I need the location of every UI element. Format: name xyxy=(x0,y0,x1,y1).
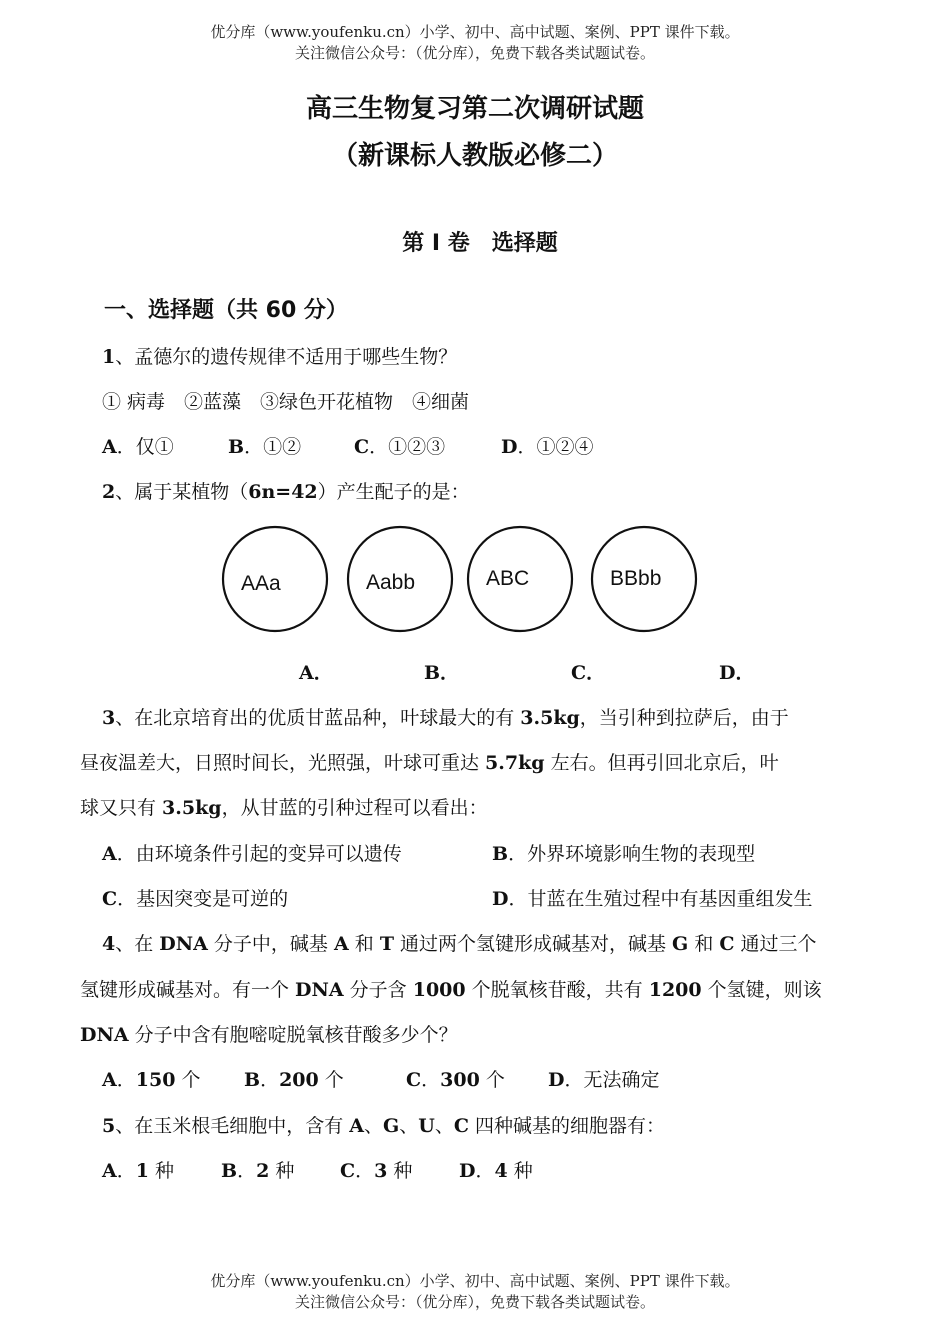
cell-c xyxy=(468,527,572,631)
question-3-option-a: A．由环境条件引起的变异可以遗传 xyxy=(102,843,402,865)
cell-b xyxy=(348,527,452,631)
question-2-stem: 2、属于某植物（6n=42）产生配子的是： xyxy=(102,481,470,503)
option-c: C．300 个 xyxy=(406,1069,505,1091)
footer-line-1: 优分库（www.youfenku.cn）小学、初中、高中试题、案例、PPT 课件下载。 xyxy=(210,1272,740,1290)
volume-heading: 第 I 卷 选择题 xyxy=(402,231,558,256)
cell-b-caption: B． xyxy=(424,662,460,684)
cell-c-label: ABC xyxy=(486,567,530,590)
question-5-number: 5 xyxy=(102,1115,116,1137)
exam-subtitle: （新课标人教版必修二） xyxy=(331,141,618,171)
question-1-stem xyxy=(102,342,457,369)
question-5-options xyxy=(102,1156,533,1183)
question-4-options xyxy=(102,1065,660,1092)
option-a: A．仅① xyxy=(102,436,174,458)
footer-line-2: 关注微信公众号：（优分库），免费下载各类试题试卷。 xyxy=(294,1293,655,1311)
option-d: D．①②④ xyxy=(501,436,594,458)
option-c: C．3 种 xyxy=(340,1160,413,1182)
page-header xyxy=(0,22,950,64)
option-b: B．2 种 xyxy=(221,1160,295,1182)
question-5-stem: 5、在玉米根毛细胞中，含有 A、G、U、C 四种碱基的细胞器有： xyxy=(102,1115,666,1137)
question-1-options xyxy=(102,432,594,459)
option-b: B．①② xyxy=(228,436,302,458)
option-d: D．4 种 xyxy=(459,1160,533,1182)
option-b: B．200 个 xyxy=(244,1069,344,1091)
question-3-number: 3 xyxy=(102,707,116,729)
cell-d xyxy=(592,527,696,631)
option-a: A．1 种 xyxy=(102,1160,175,1182)
question-3-line-2: 昼夜温差大，日照时间长，光照强，叶球可重达 5.7kg 左右。但再引回北京后，叶 xyxy=(80,752,779,774)
header-line-2: 关注微信公众号：（优分库），免费下载各类试题试卷。 xyxy=(294,44,655,62)
cell-b-label: Aabb xyxy=(366,571,416,594)
question-4-line-1: 4、在 DNA 分子中，碱基 A 和 T 通过两个氢键形成碱基对，碱基 G 和 C 通过三个 xyxy=(102,933,817,955)
exam-title: 高三生物复习第二次调研试题 xyxy=(305,94,644,124)
header-line-1: 优分库（www.youfenku.cn）小学、初中、高中试题、案例、PPT 课件下载。 xyxy=(210,23,740,41)
cell-d-label: BBbb xyxy=(610,567,662,590)
cell-d-caption: D． xyxy=(719,662,755,684)
question-3-option-b: B．外界环境影响生物的表现型 xyxy=(492,843,756,865)
question-4-line-3: DNA 分子中含有胞嘧啶脱氧核苷酸多少个？ xyxy=(80,1024,458,1046)
question-1-text: 、孟德尔的遗传规律不适用于哪些生物？ xyxy=(115,346,458,368)
option-c: C．①②③ xyxy=(354,436,446,458)
question-3-line-3: 球又只有 3.5kg，从甘蓝的引种过程可以看出： xyxy=(80,797,488,819)
question-4-number: 4 xyxy=(102,933,116,955)
question-3-option-d: D．甘蓝在生殖过程中有基因重组发生 xyxy=(492,888,813,910)
question-1-items: ① 病毒 ②蓝藻 ③绿色开花植物 ④细菌 xyxy=(102,391,470,413)
question-3-option-c: C．基因突变是可逆的 xyxy=(102,888,289,910)
question-4-line-2: 氢键形成碱基对。有一个 DNA 分子含 1000 个脱氧核苷酸，共有 1200 个氢键，则该 xyxy=(80,979,822,1001)
page-footer xyxy=(0,1271,950,1313)
question-2-number: 2 xyxy=(102,481,116,503)
option-a: A．150 个 xyxy=(102,1069,201,1091)
cell-c-caption: C． xyxy=(571,662,606,684)
cell-a xyxy=(223,527,327,631)
question-1-number: 1 xyxy=(102,346,116,368)
option-d: D．无法确定 xyxy=(548,1069,660,1091)
section-heading: 一、选择题（共 60 分） xyxy=(104,298,348,323)
gamete-cell-figure xyxy=(214,517,706,641)
cell-a-caption: A． xyxy=(299,662,333,684)
cell-a-label: AAa xyxy=(241,572,281,595)
question-3-line-1: 3、在北京培育出的优质甘蓝品种，叶球最大的有 3.5kg，当引种到拉萨后，由于 xyxy=(102,707,789,729)
